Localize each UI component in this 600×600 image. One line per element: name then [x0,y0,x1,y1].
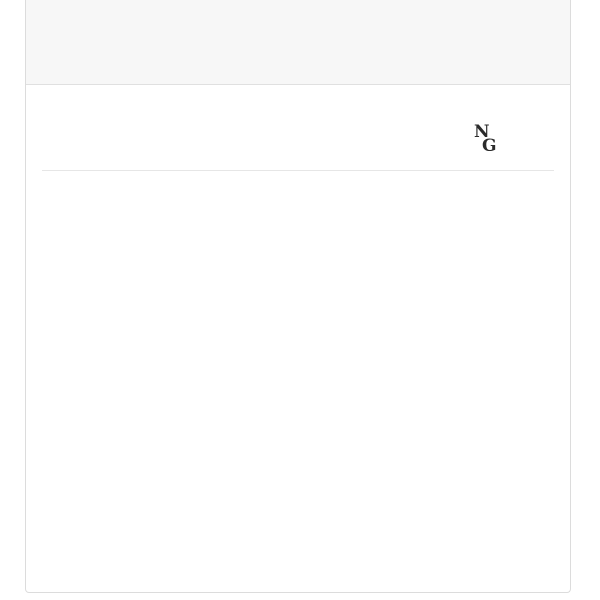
section-divider [42,170,554,171]
northern-gold-logo [472,123,554,153]
svg-text:G: G [482,136,497,153]
lot-summary [26,85,570,171]
svg-text:N: N [474,123,490,142]
lot-card [25,0,571,593]
lot-header [26,0,570,85]
